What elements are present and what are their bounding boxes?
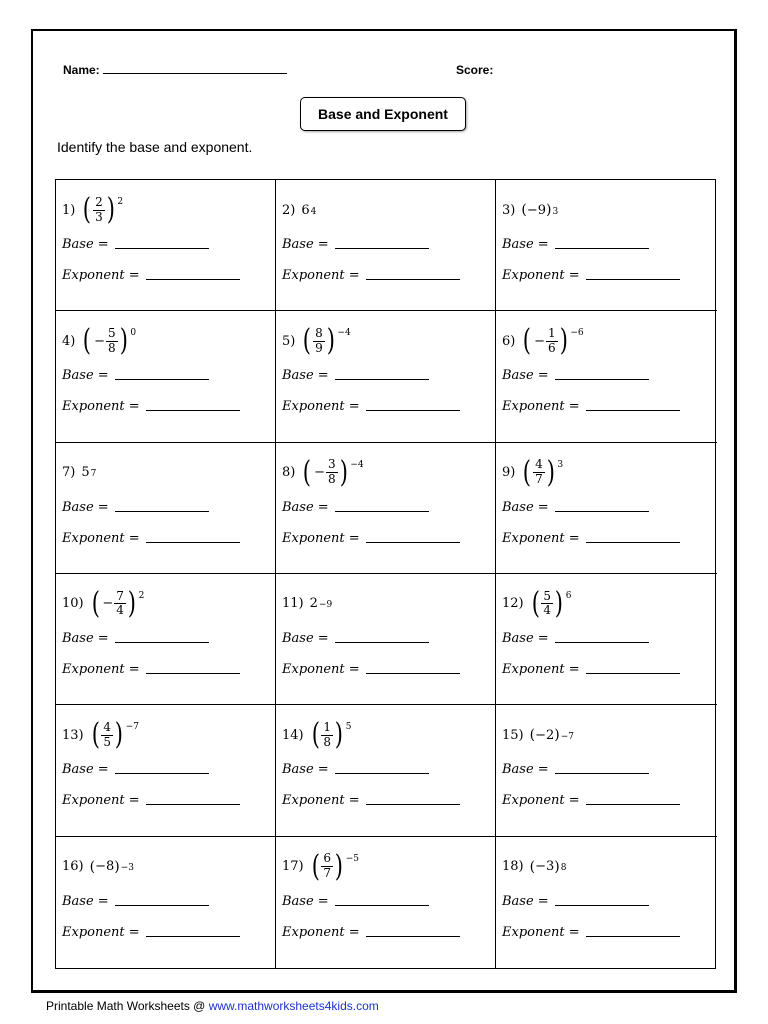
right-paren: ) [545,202,552,218]
exponent-label: Exponent = [282,661,364,677]
problem-number: 12) [502,596,524,612]
power-expression [301,323,351,359]
problem-number: 13) [62,727,84,743]
exponent-label: Exponent = [502,530,584,546]
fraction [321,852,333,881]
exponent-answer [502,662,680,677]
problem-cell [496,311,717,442]
footer [46,999,379,1013]
base-answer-blank[interactable] [115,642,209,643]
exponent-answer [282,925,460,940]
base-label: Base = [62,237,113,252]
problem-cell [56,837,276,968]
footer-link[interactable]: www.mathworksheets4kids.com [208,999,379,1013]
left-paren: ( [523,323,532,359]
exponent-answer-blank[interactable] [146,410,240,411]
exponent-answer-blank[interactable] [586,804,680,805]
base-value: 5 [81,465,90,481]
exponent-answer-blank[interactable] [586,542,680,543]
numerator: 3 [327,457,336,472]
exponent-answer-blank[interactable] [366,673,460,674]
worksheet-page [31,29,737,993]
name-field [63,63,287,77]
negative-sign: − [102,596,114,612]
problem-number: 7) [62,465,76,481]
exponent-label: Exponent = [62,530,144,546]
exponent-answer [62,925,240,940]
exponent-value: −4 [337,328,351,339]
exponent-answer [62,793,240,808]
problem-expression [282,319,351,363]
base-label: Base = [282,630,333,646]
base-label: Base = [62,368,113,384]
numerator: 5 [107,326,116,341]
exponent-label: Exponent = [282,793,364,809]
base-answer-blank[interactable] [555,511,649,512]
exponent-answer-blank[interactable] [366,542,460,543]
exponent-answer-blank[interactable] [146,804,240,805]
left-paren: ( [91,717,100,753]
right-paren: ) [546,454,555,490]
left-paren: ( [521,202,527,218]
problem-cell [496,574,717,705]
exponent-value: 3 [552,206,559,217]
base-label: Base = [282,893,333,909]
right-paren: ) [334,848,343,884]
base-answer-blank[interactable] [335,642,429,643]
exponent-answer-blank[interactable] [366,936,460,937]
left-paren: ( [531,585,540,621]
denominator: 6 [547,340,556,355]
problem-expression [62,713,139,757]
base-value: 2 [309,596,318,612]
left-paren: ( [529,858,536,875]
exponent-answer [282,662,460,677]
exponent-label: Exponent = [502,661,584,677]
problem-cell [56,311,276,442]
right-paren: ) [554,727,560,744]
fraction [93,196,105,225]
exponent-answer-blank[interactable] [586,279,680,280]
exponent-answer [502,531,680,546]
name-label: Name: [63,63,100,77]
exponent-label: Exponent = [282,268,364,283]
exponent-answer-blank[interactable] [366,410,460,411]
problem-expression [502,582,571,626]
problem-cell [56,180,276,311]
right-paren: ) [334,717,343,753]
left-paren: ( [311,848,320,884]
base-answer [62,500,209,515]
problem-cell [56,705,276,836]
right-paren: ) [119,323,128,359]
exponent-value: −6 [570,328,584,339]
exponent-answer-blank[interactable] [586,936,680,937]
base-answer [62,762,209,777]
denominator: 5 [103,734,111,749]
base-label: Base = [282,762,333,778]
exponent-label: Exponent = [282,399,364,415]
problem-expression [502,845,566,889]
base-answer-blank[interactable] [555,905,649,906]
base-value: −9 [526,202,546,218]
fraction [313,327,325,356]
negative-sign: − [94,333,105,349]
worksheet-title: Base and Exponent [300,97,466,131]
denominator: 3 [95,209,103,224]
right-paren: ) [554,858,560,875]
base-answer [282,762,429,777]
problem-cell [276,180,496,311]
fraction [106,327,118,356]
left-paren: ( [311,717,320,753]
score-label: Score: [456,63,494,77]
numerator: 4 [535,457,543,472]
exponent-answer [282,268,460,283]
problem-number: 16) [62,859,84,875]
exponent-value: −3 [120,863,135,874]
power-expression [530,585,572,621]
exponent-value: 3 [557,459,564,470]
exponent-answer [62,268,240,283]
problem-number: 11) [282,596,304,612]
power-expression [310,717,352,753]
fraction [101,721,113,750]
exponent-answer [502,925,680,940]
numerator: 8 [315,326,323,341]
exponent-answer [62,399,240,414]
problem-cell [276,443,496,574]
fraction [326,458,338,487]
exponent-value: 6 [565,590,572,601]
base-answer-blank[interactable] [335,773,429,774]
base-value: −2 [535,727,555,743]
exponent-label: Exponent = [62,661,144,677]
right-paren: ) [106,192,115,227]
problem-number: 14) [282,727,304,743]
power-expression [301,203,316,218]
exponent-answer [502,399,680,414]
exponent-answer [62,531,240,546]
exponent-answer [282,399,460,414]
fraction [321,721,333,750]
base-answer [282,894,429,909]
exponent-value: 4 [310,206,317,217]
base-label: Base = [282,499,333,515]
power-expression [90,717,139,753]
problem-expression [282,582,332,626]
exponent-value: −7 [560,731,575,742]
left-paren: ( [83,192,92,227]
problem-number: 6) [502,333,516,349]
problem-expression [282,188,316,232]
left-paren: ( [303,454,312,490]
base-answer [502,368,649,383]
exponent-label: Exponent = [62,924,144,940]
denominator: 7 [535,472,543,487]
base-answer [502,762,649,777]
base-answer [502,500,649,515]
power-expression [521,203,558,218]
exponent-answer-blank[interactable] [146,936,240,937]
problem-cell [276,705,496,836]
problem-cell [496,837,717,968]
footer-text: Printable Math Worksheets @ [46,999,209,1013]
numerator: 4 [103,720,111,735]
right-paren: ) [114,858,120,875]
right-paren: ) [554,585,563,621]
problem-grid [55,179,716,969]
power-expression [81,465,96,480]
problem-number: 10) [62,596,84,612]
base-answer [62,368,209,383]
numerator: 5 [543,588,551,603]
problem-cell [496,180,717,311]
base-label: Base = [502,499,553,515]
exponent-label: Exponent = [502,268,584,283]
base-answer-blank[interactable] [335,905,429,906]
base-value: −3 [535,859,555,875]
base-answer-blank[interactable] [115,379,209,380]
fraction [546,327,558,356]
base-answer-blank[interactable] [555,379,649,380]
exponent-label: Exponent = [502,924,584,940]
problem-cell [56,574,276,705]
problem-number: 3) [502,202,516,218]
numerator: 6 [323,851,331,866]
right-paren: ) [114,717,123,753]
problem-number: 9) [502,465,516,481]
problem-expression [282,713,351,757]
base-answer [62,631,209,646]
base-answer [282,631,429,646]
base-answer-blank[interactable] [115,773,209,774]
base-answer [502,631,649,646]
fraction [533,458,545,487]
left-paren: ( [529,727,536,744]
problem-cell [276,311,496,442]
left-paren: ( [523,454,532,490]
problem-number: 4) [62,333,76,349]
negative-sign: − [534,333,545,349]
numerator: 1 [323,720,331,735]
base-answer-blank[interactable] [335,511,429,512]
problem-number: 17) [282,859,304,875]
power-expression [310,596,333,611]
right-paren: ) [127,585,136,621]
exponent-label: Exponent = [502,399,584,415]
exponent-answer [282,793,460,808]
problem-expression [502,713,574,757]
denominator: 9 [315,340,323,355]
base-value: 6 [301,202,310,218]
left-paren: ( [91,585,100,621]
power-expression [310,848,359,884]
denominator: 4 [543,603,551,618]
problem-cell [496,443,717,574]
problem-expression [62,582,144,626]
base-label: Base = [62,630,113,646]
problem-expression [282,845,359,889]
power-expression [521,323,584,359]
problem-expression [502,188,558,232]
problem-expression [62,319,136,363]
exponent-value: −7 [125,722,139,733]
base-answer [62,894,209,909]
exponent-value: −5 [345,853,359,864]
denominator: 8 [107,340,116,355]
problem-expression [62,188,123,232]
problem-number: 2) [282,202,296,218]
fraction [541,590,553,619]
denominator: 8 [327,472,336,487]
problem-expression [62,451,96,495]
exponent-value: 7 [90,469,97,480]
exponent-value: 8 [560,863,567,874]
exponent-answer [62,662,240,677]
base-label: Base = [62,499,113,515]
base-label: Base = [282,368,333,384]
base-answer-blank[interactable] [555,248,649,249]
base-answer-blank[interactable] [335,379,429,380]
exponent-answer-blank[interactable] [586,673,680,674]
exponent-value: 0 [130,328,137,339]
base-answer [502,894,649,909]
left-paren: ( [303,323,312,359]
base-value: −8 [95,859,115,875]
exponent-answer-blank[interactable] [366,804,460,805]
problem-number: 5) [282,333,296,349]
problem-expression [62,845,134,889]
exponent-answer-blank[interactable] [146,542,240,543]
numerator: 1 [547,326,556,341]
name-blank[interactable] [103,73,287,74]
exponent-label: Exponent = [62,268,144,283]
power-expression [521,454,564,490]
base-label: Base = [502,893,553,909]
base-label: Base = [62,893,113,909]
power-expression [301,454,364,490]
problem-cell [496,705,717,836]
base-answer-blank[interactable] [115,905,209,906]
exponent-value: −9 [318,600,333,611]
base-answer [502,237,649,252]
exponent-value: 2 [117,197,124,207]
numerator: 7 [116,588,124,603]
base-label: Base = [502,368,553,384]
exponent-answer-blank[interactable] [146,279,240,280]
score-field [456,63,493,77]
problem-expression [502,451,563,495]
power-expression [81,323,137,359]
numerator: 2 [95,194,103,209]
problem-number: 8) [282,465,296,481]
base-answer [282,237,429,252]
exponent-answer-blank[interactable] [586,410,680,411]
power-expression [90,859,134,874]
exponent-answer [282,531,460,546]
power-expression [530,859,567,874]
base-answer-blank[interactable] [335,248,429,249]
exponent-label: Exponent = [62,793,144,809]
fraction [114,590,126,619]
exponent-value: −4 [350,459,364,470]
exponent-value: 5 [345,722,352,733]
base-label: Base = [502,762,553,778]
denominator: 8 [323,734,331,749]
problem-cell [56,443,276,574]
problem-number: 15) [502,727,524,743]
exponent-label: Exponent = [282,530,364,546]
right-paren: ) [339,454,348,490]
instructions: Identify the base and exponent. [57,139,253,155]
base-answer [282,500,429,515]
base-answer [62,237,209,252]
exponent-value: 2 [138,590,145,601]
problem-cell [276,574,496,705]
right-paren: ) [559,323,568,359]
problem-number: 18) [502,859,524,875]
right-paren: ) [326,323,335,359]
base-label: Base = [282,237,333,252]
left-paren: ( [89,858,96,875]
base-answer-blank[interactable] [115,511,209,512]
base-label: Base = [502,630,553,646]
exponent-answer-blank[interactable] [366,279,460,280]
power-expression [530,728,574,743]
base-answer-blank[interactable] [555,773,649,774]
exponent-label: Exponent = [62,399,144,415]
problem-expression [282,451,364,495]
power-expression [90,585,145,621]
problem-expression [502,319,584,363]
problem-cell [276,837,496,968]
base-answer-blank[interactable] [115,248,209,249]
problem-number: 1) [62,202,76,218]
left-paren: ( [83,323,92,359]
base-answer [282,368,429,383]
exponent-answer [502,793,680,808]
base-label: Base = [62,762,113,778]
exponent-answer [502,268,680,283]
denominator: 7 [323,866,331,881]
negative-sign: − [314,465,325,481]
denominator: 4 [116,603,124,618]
exponent-label: Exponent = [502,793,584,809]
base-label: Base = [502,237,553,252]
power-expression [81,192,124,227]
exponent-answer-blank[interactable] [146,673,240,674]
exponent-label: Exponent = [282,924,364,940]
base-answer-blank[interactable] [555,642,649,643]
